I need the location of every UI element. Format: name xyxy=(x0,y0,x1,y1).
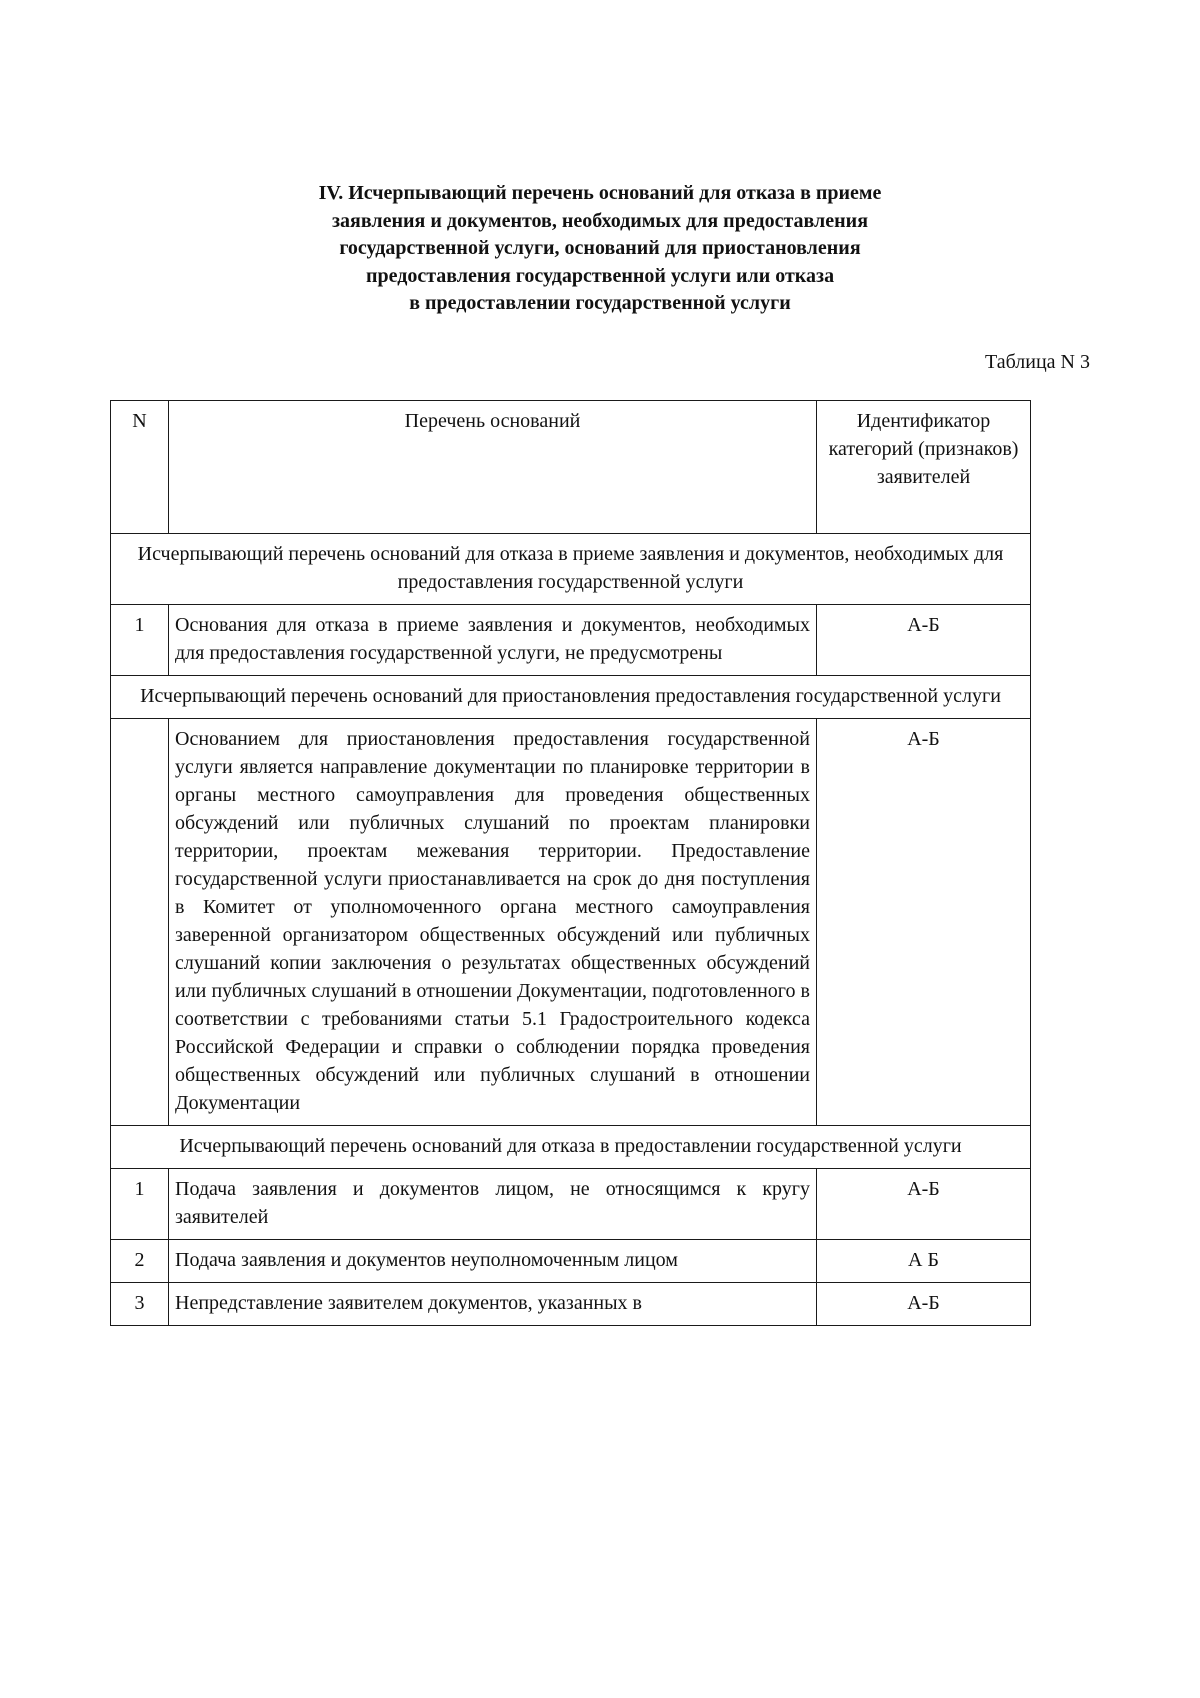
header-grounds: Перечень оснований xyxy=(169,401,817,534)
row-grounds-text: Основания для отказа в приеме заявления и документов, необходимых для предоставления государственной услуги, не предусмотрены xyxy=(169,605,817,676)
header-number: N xyxy=(111,401,169,534)
grounds-table xyxy=(110,400,1031,1326)
row-grounds-text: Подача заявления и документов лицом, не относящимся к кругу заявителей xyxy=(169,1169,817,1240)
row-grounds-text: Подача заявления и документов неуполномоченным лицом xyxy=(169,1240,817,1283)
section-heading xyxy=(160,180,1040,318)
row-identifier: А-Б xyxy=(817,719,1031,1126)
section-heading-line: в предоставлении государственной услуги xyxy=(409,292,791,314)
table-row xyxy=(111,719,1031,1126)
row-number: 2 xyxy=(111,1240,169,1283)
row-number: 1 xyxy=(111,605,169,676)
row-number xyxy=(111,719,169,1126)
section-row-refusal-to-provide xyxy=(111,1126,1031,1169)
section-row-refusal-to-accept xyxy=(111,534,1031,605)
row-grounds-text: Основанием для приостановления предоставления государственной услуги является направление документации по планировке территории в органы местного самоуправления для проведения общественных обсуждений или публичных слушаний по проектам планировки территории, проектам межевания территории. Предоставление государственной услуги приостанавливается на срок до дня поступления в Комитет от уполномоченного органа местного самоуправления заверенной организатором общественных обсуждений или публичных слушаний копии заключения о результатах общественных обсуждений или публичных слушаний в отношении Документации, подготовленного в соответствии с требованиями статьи 5.1 Градостроительного кодекса Российской Федерации и справки о соблюдении порядка проведения общественных обсуждений или публичных слушаний в отношении Документации xyxy=(169,719,817,1126)
section-title: Исчерпывающий перечень оснований для отказа в предоставлении государственной услуги xyxy=(111,1126,1031,1169)
row-number: 1 xyxy=(111,1169,169,1240)
section-title: Исчерпывающий перечень оснований для отказа в приеме заявления и документов, необходимых для предоставления государственной услуги xyxy=(111,534,1031,605)
table-row xyxy=(111,1169,1031,1240)
row-identifier: А-Б xyxy=(817,605,1031,676)
row-identifier: А-Б xyxy=(817,1169,1031,1240)
table-row xyxy=(111,605,1031,676)
table-row xyxy=(111,1240,1031,1283)
row-identifier: А Б xyxy=(817,1240,1031,1283)
row-grounds-text: Непредставление заявителем документов, указанных в xyxy=(169,1283,817,1326)
section-heading-line: IV. Исчерпывающий перечень оснований для отказа в приеме xyxy=(318,182,882,204)
table-header-row xyxy=(111,401,1031,534)
header-identifier: Идентификатор категорий (признаков) заявителей xyxy=(817,401,1031,534)
table-row xyxy=(111,1283,1031,1326)
table-number-label: Таблица N 3 xyxy=(985,351,1090,373)
section-heading-line: государственной услуги, оснований для приостановления xyxy=(339,237,861,259)
row-identifier: А-Б xyxy=(817,1283,1031,1326)
section-heading-line: заявления и документов, необходимых для предоставления xyxy=(331,209,869,232)
section-title: Исчерпывающий перечень оснований для приостановления предоставления государственной услуги xyxy=(111,676,1031,719)
section-row-suspension xyxy=(111,676,1031,719)
row-number: 3 xyxy=(111,1283,169,1326)
section-heading-line: предоставления государственной услуги или отказа xyxy=(365,264,835,287)
